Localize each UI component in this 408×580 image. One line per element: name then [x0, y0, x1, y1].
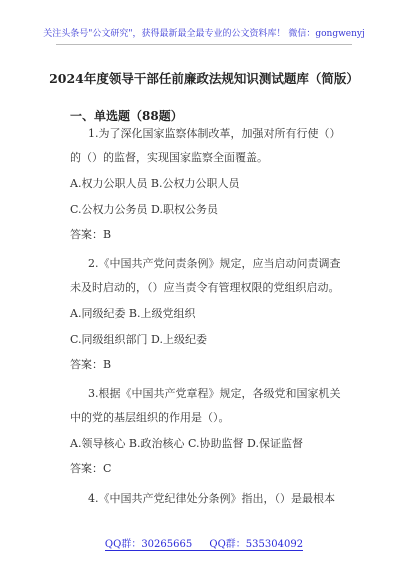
- header-divider: [56, 44, 352, 45]
- question-1: [70, 122, 354, 247]
- footer-underline: [105, 550, 303, 551]
- option-line: A.权力公职人员 B.公权力公职人员: [70, 177, 240, 190]
- answer-line: 答案：C: [70, 462, 112, 475]
- question-3: [70, 382, 354, 481]
- document-title: 2024年度领导干部任前廉政法规知识测试题库（简版）: [49, 71, 359, 86]
- section-heading: 一、单选题（88题）: [70, 109, 183, 123]
- question-text-line: 未及时启动的，（）应当责令有管理权限的党组织启动。: [70, 281, 340, 294]
- question-text-line: 1.为了深化国家监察体制改革，加强对所有行使（）: [88, 127, 341, 140]
- option-line: A.领导核心 B.政治核心 C.协助监督 D.保证监督: [70, 437, 303, 450]
- answer-line: 答案：B: [70, 358, 112, 371]
- option-line: C.同级组织部门 D.上级纪委: [70, 333, 207, 346]
- question-text-line: 2.《中国共产党问责条例》规定，应当启动问责调查: [88, 257, 341, 270]
- question-text-line: 3.根据《中国共产党章程》规定，各级党和国家机关: [88, 387, 341, 400]
- question-text-line: 的（）的监督，实现国家监察全面覆盖。: [70, 151, 268, 164]
- question-4: [70, 487, 354, 511]
- answer-line: 答案：B: [70, 228, 112, 241]
- question-text-line: 4.《中国共产党纪律处分条例》指出，（）是最根本: [88, 492, 335, 505]
- question-text-line: 中的党的基层组织的作用是（）。: [70, 411, 230, 424]
- qq-group-1[interactable]: QQ群：30265665: [104, 539, 193, 550]
- footer-qq-groups: [0, 535, 408, 550]
- qq-group-2[interactable]: QQ群：535304092: [209, 539, 304, 550]
- header-note: 关注头条号"公文研究"，获得最新最全最专业的公文资料库！ 微信：gongwenyj: [43, 29, 365, 39]
- question-2: [70, 252, 354, 377]
- option-line: A.同级纪委 B.上级党组织: [70, 307, 196, 320]
- option-line: C.公权力公务员 D.职权公务员: [70, 203, 218, 216]
